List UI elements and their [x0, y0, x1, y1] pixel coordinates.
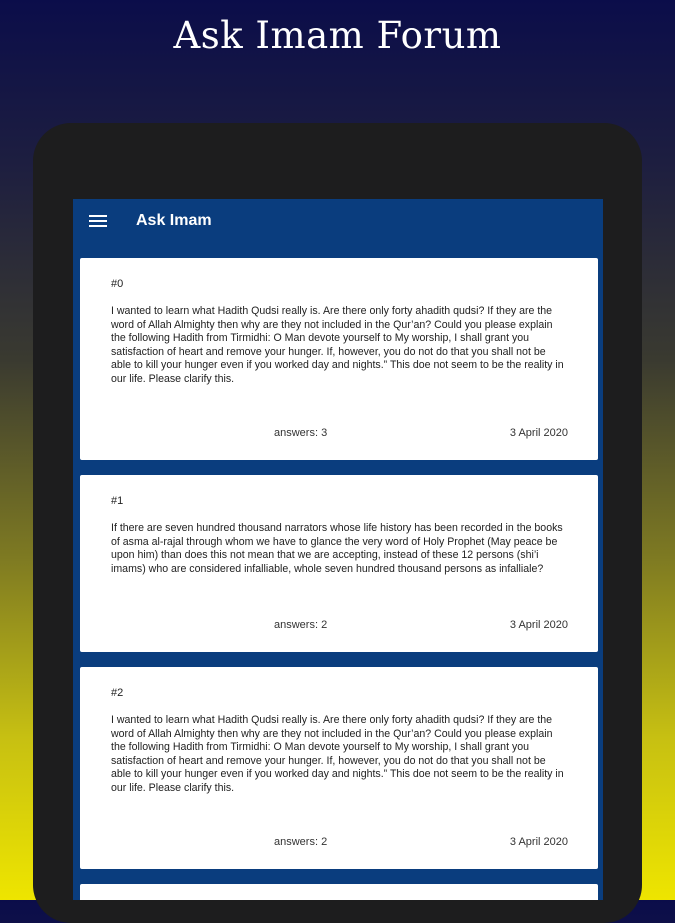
answers-count: answers: 2 — [274, 836, 328, 848]
question-card-partial[interactable] — [80, 884, 598, 900]
question-date: 3 April 2020 — [509, 427, 568, 439]
question-text: I wanted to learn what Hadith Qudsi really is. Are there only forty ahadith qudsi? If they are the word of Allah Almighty then why are they not included in the Qur’an? Could you please explain the following Hadith from Tirmidhi: O Man devote yourself to My worship, I shall grant you satisfaction of heart and remove your hunger. If, however, you do not do that you shall not be able to kill your hunger even if you worked day and nights.” This doe not seem to be the reality in our life. Please clarify this. — [111, 305, 564, 385]
question-footer — [111, 619, 568, 633]
question-number: #1 — [111, 495, 124, 507]
app-title: Ask Imam — [136, 212, 212, 229]
question-card[interactable] — [80, 667, 598, 869]
answers-count: answers: 2 — [274, 619, 328, 631]
question-list — [80, 258, 598, 900]
question-date: 3 April 2020 — [509, 836, 568, 848]
app-screen — [73, 199, 603, 900]
question-text: If there are seven hundred thousand narrators whose life history has been recorded in the books of asma al-rajal through whom we have to glance the very word of Holy Prophet (May peace be upon him) than does this not mean that we are accepting, instead of these 12 persons (shi’i imams) who are considered infalliable, whole seven hundred thousand persons as infalliale? — [111, 522, 563, 575]
question-card[interactable] — [80, 475, 598, 652]
question-text: I wanted to learn what Hadith Qudsi really is. Are there only forty ahadith qudsi? If they are the word of Allah Almighty then why are they not included in the Qur’an? Could you please explain the following Hadith from Tirmidhi: O Man devote yourself to My worship, I shall grant you satisfaction of heart and remove your hunger. If, however, you do not do that you shall not be able to kill your hunger even if you worked day and nights.” This doe not seem to be the reality in our life. Please clarify this. — [111, 714, 564, 794]
app-bar — [73, 199, 603, 243]
question-footer — [111, 427, 568, 441]
question-card[interactable] — [80, 258, 598, 460]
answers-count: answers: 3 — [274, 427, 328, 439]
hamburger-menu-icon[interactable] — [89, 214, 109, 228]
question-number: #2 — [111, 687, 124, 699]
question-date: 3 April 2020 — [509, 619, 568, 631]
question-footer — [111, 836, 568, 850]
question-number: #0 — [111, 278, 124, 290]
promo-title: Ask Imam Forum — [173, 14, 502, 57]
